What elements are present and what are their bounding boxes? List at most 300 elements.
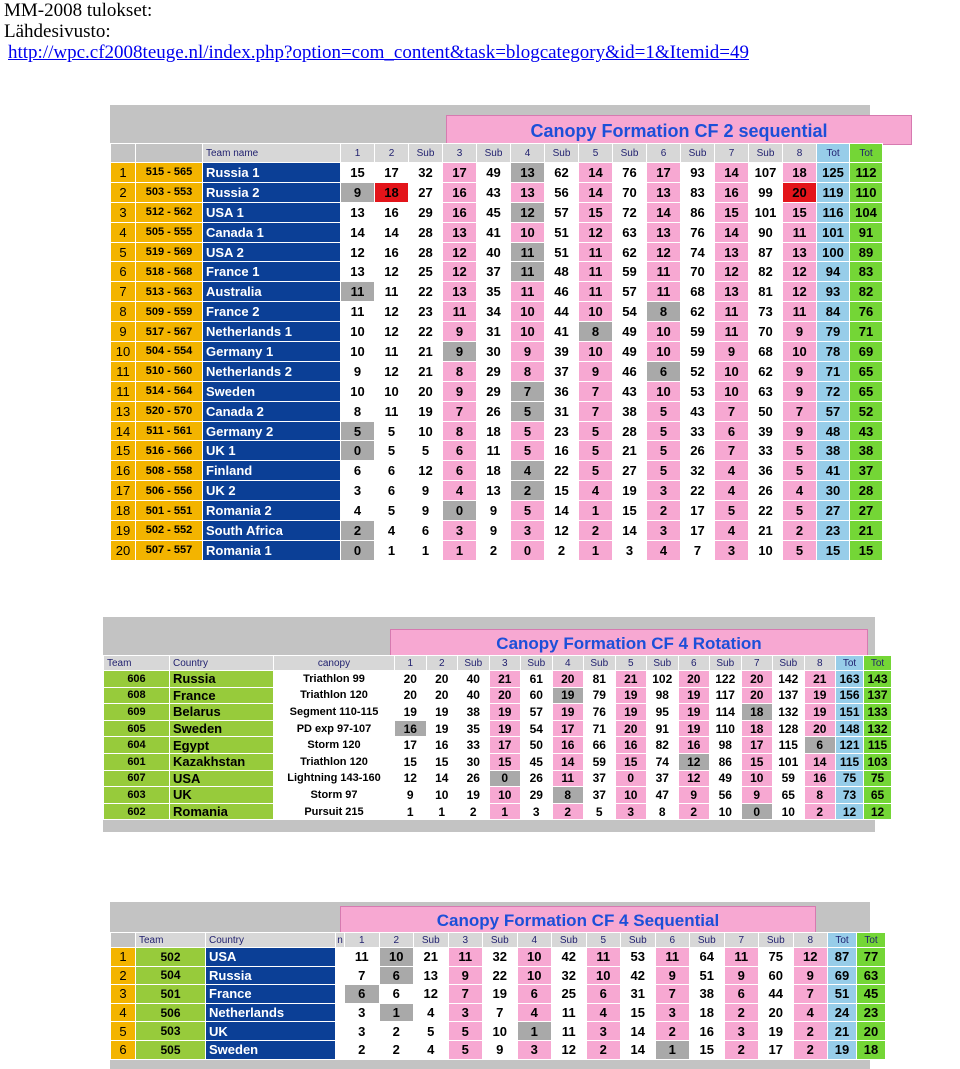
score-cell: 10 — [511, 302, 545, 322]
rank-cell: 1 — [111, 948, 136, 967]
final-total-cell: 83 — [850, 262, 883, 282]
score-cell: 13 — [715, 242, 749, 262]
score-cell: 5 — [448, 1022, 483, 1041]
score-cell: 4 — [715, 521, 749, 541]
rank-cell: 1 — [111, 163, 136, 183]
score-cell: 20 — [783, 182, 817, 202]
score-cell: 2 — [647, 501, 681, 521]
score-cell: 37 — [647, 770, 679, 787]
score-cell: 0 — [489, 770, 521, 787]
score-cell: 20 — [678, 671, 710, 688]
score-cell: 19 — [483, 985, 518, 1004]
score-cell: 14 — [715, 163, 749, 183]
blank-cell — [336, 1003, 345, 1022]
score-cell: 28 — [409, 242, 443, 262]
score-cell: 20 — [804, 720, 836, 737]
final-total-cell: 91 — [850, 222, 883, 242]
total-cell: 15 — [817, 540, 850, 560]
score-cell: 27 — [613, 461, 647, 481]
total-cell: 125 — [817, 163, 850, 183]
final-total-cell: 65 — [850, 361, 883, 381]
score-cell: 10 — [426, 787, 458, 804]
score-cell: 25 — [552, 985, 587, 1004]
slot-cell: 501 — [136, 985, 206, 1004]
score-cell: 3 — [443, 521, 477, 541]
slot-cell: 511 - 561 — [136, 421, 203, 441]
score-cell: 16 — [395, 720, 427, 737]
score-cell: 21 — [409, 342, 443, 362]
score-cell: 63 — [749, 381, 783, 401]
round-header: 4 — [517, 933, 552, 948]
score-cell: 0 — [615, 770, 647, 787]
score-cell: 11 — [715, 302, 749, 322]
score-cell: 5 — [511, 441, 545, 461]
final-total-cell: 38 — [850, 441, 883, 461]
score-cell: 45 — [477, 202, 511, 222]
score-cell: 5 — [584, 803, 616, 820]
score-cell: 99 — [749, 182, 783, 202]
score-cell: 19 — [409, 401, 443, 421]
score-cell: 18 — [477, 421, 511, 441]
score-cell: 74 — [647, 753, 679, 770]
score-cell: 1 — [517, 1022, 552, 1041]
score-cell: 5 — [375, 441, 409, 461]
score-cell: 11 — [511, 262, 545, 282]
score-cell: 3 — [511, 521, 545, 541]
score-cell: 20 — [759, 1003, 794, 1022]
score-cell: 6 — [586, 985, 621, 1004]
rank-cell: 19 — [111, 521, 136, 541]
score-cell: 31 — [621, 985, 656, 1004]
final-total-cell: 45 — [857, 985, 886, 1004]
score-cell: 2 — [793, 1040, 828, 1059]
score-cell: 122 — [710, 671, 742, 688]
rank-cell: 2 — [111, 182, 136, 202]
total-cell: 101 — [817, 222, 850, 242]
round-header: Sub — [690, 933, 725, 948]
country-cell: Russia — [170, 671, 274, 688]
score-cell: 11 — [647, 282, 681, 302]
score-cell: 10 — [647, 381, 681, 401]
score-cell: 5 — [647, 441, 681, 461]
score-cell: 22 — [681, 481, 715, 501]
score-cell: 8 — [443, 421, 477, 441]
score-cell: 19 — [395, 704, 427, 721]
score-cell: 4 — [511, 461, 545, 481]
score-cell: 39 — [545, 342, 579, 362]
total-cell: 51 — [828, 985, 857, 1004]
score-cell: 62 — [749, 361, 783, 381]
header-row — [111, 144, 883, 163]
total-cell: 148 — [836, 720, 864, 737]
blank-cell — [336, 948, 345, 967]
score-cell: 48 — [545, 262, 579, 282]
score-cell: 9 — [678, 787, 710, 804]
score-cell: 66 — [584, 737, 616, 754]
score-cell: 5 — [783, 441, 817, 461]
country-cell: UK — [170, 787, 274, 804]
score-cell: 10 — [341, 322, 375, 342]
score-cell: 37 — [584, 770, 616, 787]
score-cell: 2 — [379, 1040, 414, 1059]
score-cell: 4 — [443, 481, 477, 501]
round-header: Sub — [545, 144, 579, 163]
round-header: 2 — [379, 933, 414, 948]
score-cell: 70 — [613, 182, 647, 202]
slot-header — [136, 144, 203, 163]
score-cell: 10 — [710, 803, 742, 820]
canopy-cell: Pursuit 215 — [274, 803, 395, 820]
score-cell: 28 — [613, 421, 647, 441]
score-cell: 32 — [409, 163, 443, 183]
slot-cell: 505 — [136, 1040, 206, 1059]
score-cell: 90 — [749, 222, 783, 242]
score-cell: 47 — [647, 787, 679, 804]
table-row — [111, 948, 886, 967]
score-cell: 9 — [724, 966, 759, 985]
score-cell: 11 — [375, 401, 409, 421]
score-cell: 17 — [741, 737, 773, 754]
score-cell: 9 — [579, 361, 613, 381]
score-cell: 13 — [341, 262, 375, 282]
score-cell: 29 — [477, 381, 511, 401]
score-cell: 21 — [613, 441, 647, 461]
total-cell: 72 — [817, 381, 850, 401]
total-cell: 48 — [817, 421, 850, 441]
score-cell: 8 — [511, 361, 545, 381]
canopy-cell: PD exp 97-107 — [274, 720, 395, 737]
score-cell: 19 — [804, 687, 836, 704]
score-cell: 110 — [710, 720, 742, 737]
country-cell: Egypt — [170, 737, 274, 754]
score-cell: 101 — [773, 753, 805, 770]
team-header: Team name — [203, 144, 341, 163]
slot-cell: 609 — [104, 704, 170, 721]
score-cell: 2 — [379, 1022, 414, 1041]
slot-cell: 503 - 553 — [136, 182, 203, 202]
table-title: Canopy Formation CF 4 Rotation — [390, 629, 868, 657]
round-header: Sub — [681, 144, 715, 163]
table-row — [111, 521, 883, 541]
table-row — [111, 461, 883, 481]
header-row — [111, 933, 886, 948]
score-cell: 2 — [655, 1022, 690, 1041]
score-cell: 10 — [517, 966, 552, 985]
score-cell: 14 — [552, 753, 584, 770]
score-cell: 11 — [341, 302, 375, 322]
total-header: Tot — [850, 144, 883, 163]
score-cell: 13 — [477, 481, 511, 501]
score-cell: 29 — [521, 787, 553, 804]
score-cell: 5 — [783, 461, 817, 481]
round-header: 2 — [426, 656, 458, 671]
score-cell: 12 — [375, 302, 409, 322]
slot-cell: 601 — [104, 753, 170, 770]
score-cell: 3 — [521, 803, 553, 820]
table-row — [111, 163, 883, 183]
cf4-rotation-sheet — [103, 617, 888, 832]
total-cell: 12 — [836, 803, 864, 820]
slot-cell: 519 - 569 — [136, 242, 203, 262]
final-total-cell: 89 — [850, 242, 883, 262]
score-cell: 9 — [483, 1040, 518, 1059]
total-cell: 87 — [828, 948, 857, 967]
rank-cell: 18 — [111, 501, 136, 521]
score-cell: 9 — [793, 966, 828, 985]
score-cell: 0 — [741, 803, 773, 820]
table-row — [111, 966, 886, 985]
round-header: 4 — [552, 656, 584, 671]
score-cell: 26 — [477, 401, 511, 421]
score-cell: 3 — [345, 1022, 380, 1041]
score-cell: 93 — [681, 163, 715, 183]
score-cell: 1 — [443, 540, 477, 560]
score-cell: 87 — [749, 242, 783, 262]
results-table — [110, 143, 883, 561]
total-cell: 57 — [817, 401, 850, 421]
score-cell: 12 — [511, 202, 545, 222]
score-cell: 9 — [409, 481, 443, 501]
score-cell: 14 — [426, 770, 458, 787]
score-cell: 3 — [613, 540, 647, 560]
slot-cell: 603 — [104, 787, 170, 804]
table-title: Canopy Formation CF 4 Sequential — [340, 906, 816, 934]
score-cell: 10 — [586, 966, 621, 985]
score-cell: 59 — [681, 342, 715, 362]
score-cell: 51 — [545, 222, 579, 242]
total-cell: 27 — [817, 501, 850, 521]
score-cell: 26 — [521, 770, 553, 787]
score-cell: 10 — [341, 342, 375, 362]
round-header: Sub — [584, 656, 616, 671]
round-header: Sub — [710, 656, 742, 671]
score-cell: 14 — [804, 753, 836, 770]
score-cell: 20 — [741, 671, 773, 688]
score-cell: 8 — [647, 803, 679, 820]
rank-cell: 6 — [111, 262, 136, 282]
canopy-cell: Segment 110-115 — [274, 704, 395, 721]
score-cell: 15 — [783, 202, 817, 222]
round-header: 6 — [655, 933, 690, 948]
score-cell: 49 — [613, 342, 647, 362]
final-total-cell: 63 — [857, 966, 886, 985]
score-cell: 44 — [759, 985, 794, 1004]
score-cell: 16 — [375, 202, 409, 222]
score-cell: 8 — [341, 401, 375, 421]
score-cell: 27 — [409, 182, 443, 202]
total-cell: 116 — [817, 202, 850, 222]
score-cell: 72 — [613, 202, 647, 222]
score-cell: 0 — [443, 501, 477, 521]
team-name-cell: Romania 2 — [203, 501, 341, 521]
rank-cell: 11 — [111, 381, 136, 401]
score-cell: 73 — [749, 302, 783, 322]
score-cell: 9 — [783, 361, 817, 381]
score-cell: 12 — [409, 461, 443, 481]
score-cell: 7 — [345, 966, 380, 985]
final-total-cell: 110 — [850, 182, 883, 202]
team-name-cell: Germany 2 — [203, 421, 341, 441]
score-cell: 15 — [615, 753, 647, 770]
score-cell: 8 — [552, 787, 584, 804]
score-cell: 10 — [409, 421, 443, 441]
table-row — [104, 704, 892, 721]
score-cell: 9 — [477, 501, 511, 521]
final-total-cell: 112 — [850, 163, 883, 183]
table-row — [111, 282, 883, 302]
score-cell: 43 — [477, 182, 511, 202]
score-cell: 14 — [621, 1040, 656, 1059]
final-total-cell: 104 — [850, 202, 883, 222]
score-cell: 29 — [477, 361, 511, 381]
score-cell: 11 — [375, 282, 409, 302]
total-cell: 19 — [828, 1040, 857, 1059]
slot-cell: 504 - 554 — [136, 342, 203, 362]
score-cell: 17 — [681, 501, 715, 521]
team-name-cell: Russia 2 — [203, 182, 341, 202]
slot-cell: 513 - 563 — [136, 282, 203, 302]
score-cell: 4 — [715, 461, 749, 481]
round-header: 7 — [715, 144, 749, 163]
table-row — [111, 540, 883, 560]
score-cell: 14 — [715, 222, 749, 242]
score-cell: 101 — [749, 202, 783, 222]
team-name-cell: Canada 1 — [203, 222, 341, 242]
rank-cell: 16 — [111, 461, 136, 481]
rank-cell: 4 — [111, 1003, 136, 1022]
score-cell: 57 — [613, 282, 647, 302]
country-cell: Romania — [170, 803, 274, 820]
score-cell: 62 — [681, 302, 715, 322]
score-cell: 128 — [773, 720, 805, 737]
final-total-cell: 115 — [864, 737, 892, 754]
score-cell: 10 — [783, 342, 817, 362]
score-cell: 9 — [341, 361, 375, 381]
score-cell: 13 — [414, 966, 449, 985]
round-header: Sub — [483, 933, 518, 948]
total-cell: 94 — [817, 262, 850, 282]
score-cell: 23 — [409, 302, 443, 322]
score-cell: 70 — [749, 322, 783, 342]
round-header: 3 — [448, 933, 483, 948]
score-cell: 11 — [341, 282, 375, 302]
score-cell: 41 — [477, 222, 511, 242]
score-cell: 0 — [341, 540, 375, 560]
score-cell: 7 — [655, 985, 690, 1004]
round-header: 4 — [511, 144, 545, 163]
team-name-cell: UK 1 — [203, 441, 341, 461]
score-cell: 2 — [545, 540, 579, 560]
score-cell: 5 — [511, 421, 545, 441]
slot-cell: 515 - 565 — [136, 163, 203, 183]
final-total-cell: 52 — [850, 401, 883, 421]
score-cell: 4 — [715, 481, 749, 501]
score-cell: 28 — [409, 222, 443, 242]
round-header: 8 — [793, 933, 828, 948]
table-row — [111, 1040, 886, 1059]
score-cell: 59 — [584, 753, 616, 770]
score-cell: 10 — [511, 222, 545, 242]
round-header: 2 — [375, 144, 409, 163]
score-cell: 4 — [793, 1003, 828, 1022]
score-cell: 4 — [586, 1003, 621, 1022]
score-cell: 19 — [426, 704, 458, 721]
total-header: Tot — [817, 144, 850, 163]
score-cell: 59 — [773, 770, 805, 787]
score-cell: 59 — [681, 322, 715, 342]
score-cell: 10 — [773, 803, 805, 820]
total-header: Tot — [836, 656, 864, 671]
score-cell: 12 — [414, 985, 449, 1004]
final-total-cell: 132 — [864, 720, 892, 737]
score-cell: 9 — [783, 421, 817, 441]
score-cell: 7 — [715, 401, 749, 421]
total-cell: 121 — [836, 737, 864, 754]
team-name-cell: South Africa — [203, 521, 341, 541]
source-link[interactable]: http://wpc.cf2008teuge.nl/index.php?option=com_content&task=blogcategory&id=1&Itemid=49 — [8, 42, 749, 63]
score-cell: 13 — [341, 202, 375, 222]
score-cell: 5 — [647, 421, 681, 441]
score-cell: 15 — [341, 163, 375, 183]
score-cell: 1 — [655, 1040, 690, 1059]
slot-cell: 604 — [104, 737, 170, 754]
score-cell: 12 — [579, 222, 613, 242]
score-cell: 12 — [375, 262, 409, 282]
score-cell: 56 — [545, 182, 579, 202]
final-total-cell: 71 — [850, 322, 883, 342]
score-cell: 38 — [613, 401, 647, 421]
score-cell: 142 — [773, 671, 805, 688]
slot-cell: 501 - 551 — [136, 501, 203, 521]
rank-cell: 11 — [111, 361, 136, 381]
rank-cell: 3 — [111, 202, 136, 222]
score-cell: 2 — [552, 803, 584, 820]
score-cell: 132 — [773, 704, 805, 721]
score-cell: 12 — [552, 1040, 587, 1059]
table-row — [111, 302, 883, 322]
slot-cell: 512 - 562 — [136, 202, 203, 222]
score-cell: 51 — [690, 966, 725, 985]
round-header: Sub — [521, 656, 553, 671]
country-header: Country — [206, 933, 336, 948]
round-header: 7 — [724, 933, 759, 948]
score-cell: 18 — [741, 720, 773, 737]
score-cell: 16 — [615, 737, 647, 754]
total-cell: 151 — [836, 704, 864, 721]
score-cell: 20 — [395, 687, 427, 704]
final-total-cell: 69 — [850, 342, 883, 362]
score-cell: 21 — [409, 361, 443, 381]
extra-header: n — [337, 934, 343, 946]
score-cell: 11 — [579, 282, 613, 302]
rank-header — [111, 144, 136, 163]
team-name-cell: UK 2 — [203, 481, 341, 501]
score-cell: 82 — [647, 737, 679, 754]
total-cell: 38 — [817, 441, 850, 461]
score-cell: 25 — [409, 262, 443, 282]
score-cell: 10 — [647, 322, 681, 342]
score-cell: 10 — [483, 1022, 518, 1041]
table-row — [111, 202, 883, 222]
table-row — [104, 671, 892, 688]
score-cell: 6 — [375, 461, 409, 481]
score-cell: 3 — [647, 481, 681, 501]
score-cell: 3 — [615, 803, 647, 820]
score-cell: 20 — [615, 720, 647, 737]
score-cell: 10 — [379, 948, 414, 967]
score-cell: 3 — [341, 481, 375, 501]
score-cell: 11 — [511, 242, 545, 262]
